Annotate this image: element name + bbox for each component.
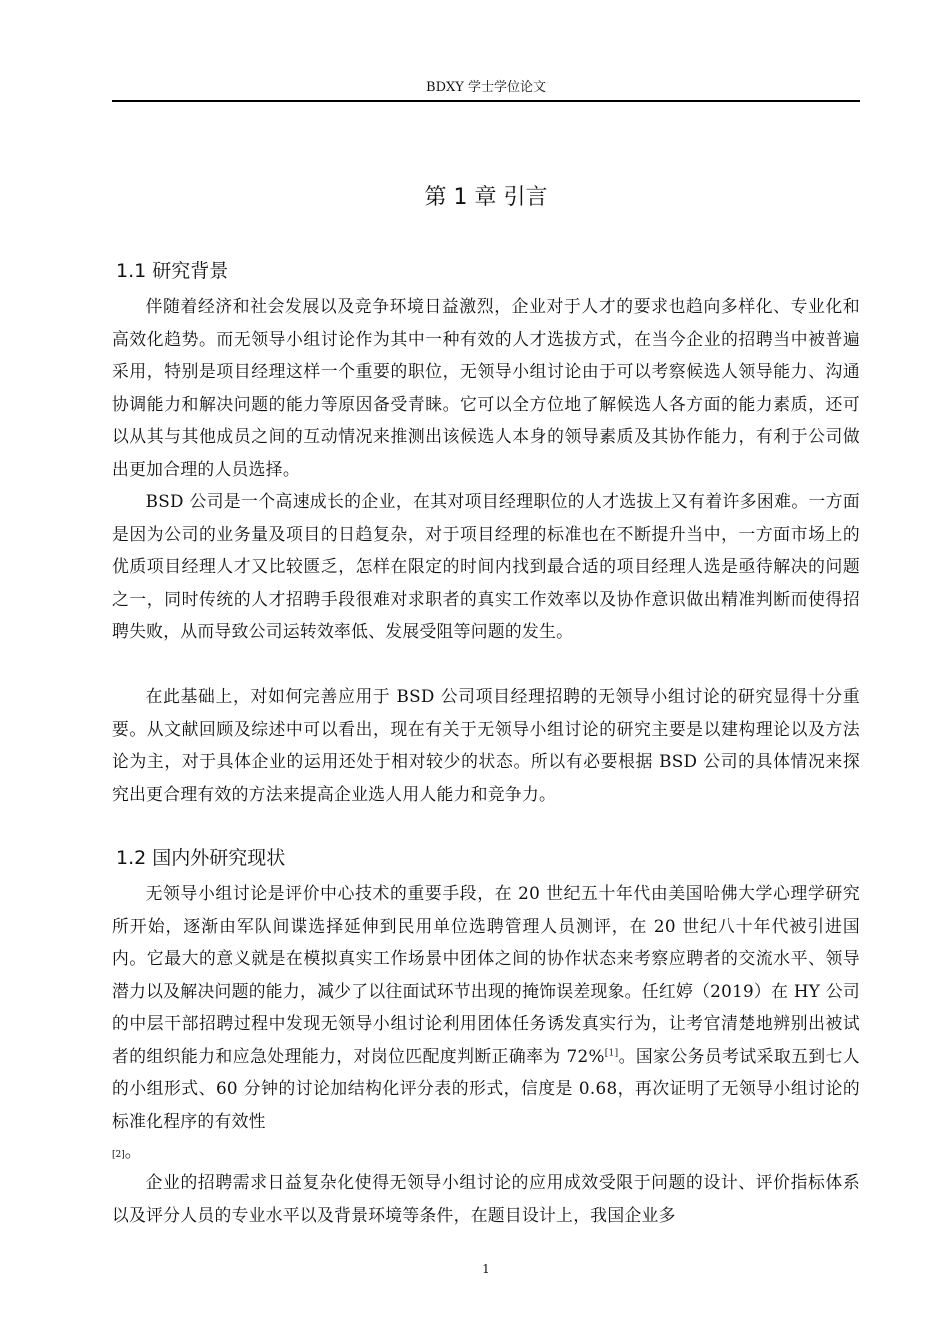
citation-ref: [2]: [112, 1150, 125, 1160]
body-paragraph: 在此基础上，对如何完善应用于 BSD 公司项目经理招聘的无领导小组讨论的研究显得十分重要。从文献回顾及综述中可以看出，现在有关于无领导小组讨论的研究主要是以建构理论以及方法论为主，对于具体企业的运用还处于相对较少的状态。所以有必要根据 BSD 公司的具体情况来探究出更合理有效的方法来提高企业选人用人能力和竞争力。: [112, 686, 860, 804]
paragraph-text: 。国家公务员考试采取五到七人的小组形式、60 分钟的讨论加结构化评分表的形式，信度是 0.68，再次证明了无领导小组讨论的标准化程序的有效性: [112, 1045, 861, 1131]
body-paragraph: [112, 877, 860, 1137]
header-rule: [112, 100, 860, 102]
citation-line: [112, 1138, 142, 1162]
paragraph-text: 。: [124, 1141, 142, 1161]
chapter-title: 第 1 章 引言: [424, 185, 548, 210]
body-paragraph: 企业的招聘需求日益复杂化使得无领导小组讨论的应用成效受限于问题的设计、评价指标体系以及评分人员的专业水平以及背景环境等条件，在题目设计上，我国企业多: [112, 1172, 860, 1225]
page-number: 1: [482, 1262, 490, 1276]
paragraph-text: 无领导小组讨论是评价中心技术的重要手段，在 20 世纪五十年代由美国哈佛大学心理学研究所开始，逐渐由军队间谍选择延伸到民用单位选聘管理人员测评，在 20 世纪八十年代被引进国内。它最大的意义就是在模拟真实工作场景中团体之间的协作状态来考察应聘者的交流水平、领导潜力以及解决问题的能力，减少了以往面试环节出现的掩饰误差现象。任红婷（2019）在 HY 公司的中层干部招聘过程中发现无领导小组讨论利用团体任务诱发真实行为，让考官清楚地辨别出被试者的组织能力和应急处理能力，对岗位匹配度判断正确率为 72%: [112, 883, 860, 1066]
citation-ref: [1]: [604, 1047, 619, 1058]
body-paragraph: 伴随着经济和社会发展以及竞争环境日益激烈，企业对于人才的要求也趋向多样化、专业化和高效化趋势。而无领导小组讨论作为其中一种有效的人才选拔方式，在当今企业的招聘当中被普遍采用，特别是项目经理这样一个重要的职位，无领导小组讨论由于可以考察候选人领导能力、沟通协调能力和解决问题的能力等原因备受青睐。它可以全方位地了解候选人各方面的能力素质，还可以从其与其他成员之间的互动情况来推测出该候选人本身的领导素质及其协作能力，有利于公司做出更加合理的人员选择。: [112, 296, 860, 479]
section-heading: 1.2 国内外研究现状: [116, 847, 286, 869]
section-heading: 1.1 研究背景: [116, 260, 229, 282]
body-paragraph: BSD 公司是一个高速成长的企业，在其对项目经理职位的人才选拔上又有着许多困难。一方面是因为公司的业务量及项目的日趋复杂，对于项目经理的标准也在不断提升当中，一方面市场上的优质项目经理人才又比较匮乏，怎样在限定的时间内找到最合适的项目经理人选是亟待解决的问题之一，同时传统的人才招聘手段很难对求职者的真实工作效率以及协作意识做出精准判断而使得招聘失败，从而导致公司运转效率低、发展受阻等问题的发生。: [112, 491, 860, 641]
running-header: BDXY 学士学位论文: [426, 80, 546, 95]
